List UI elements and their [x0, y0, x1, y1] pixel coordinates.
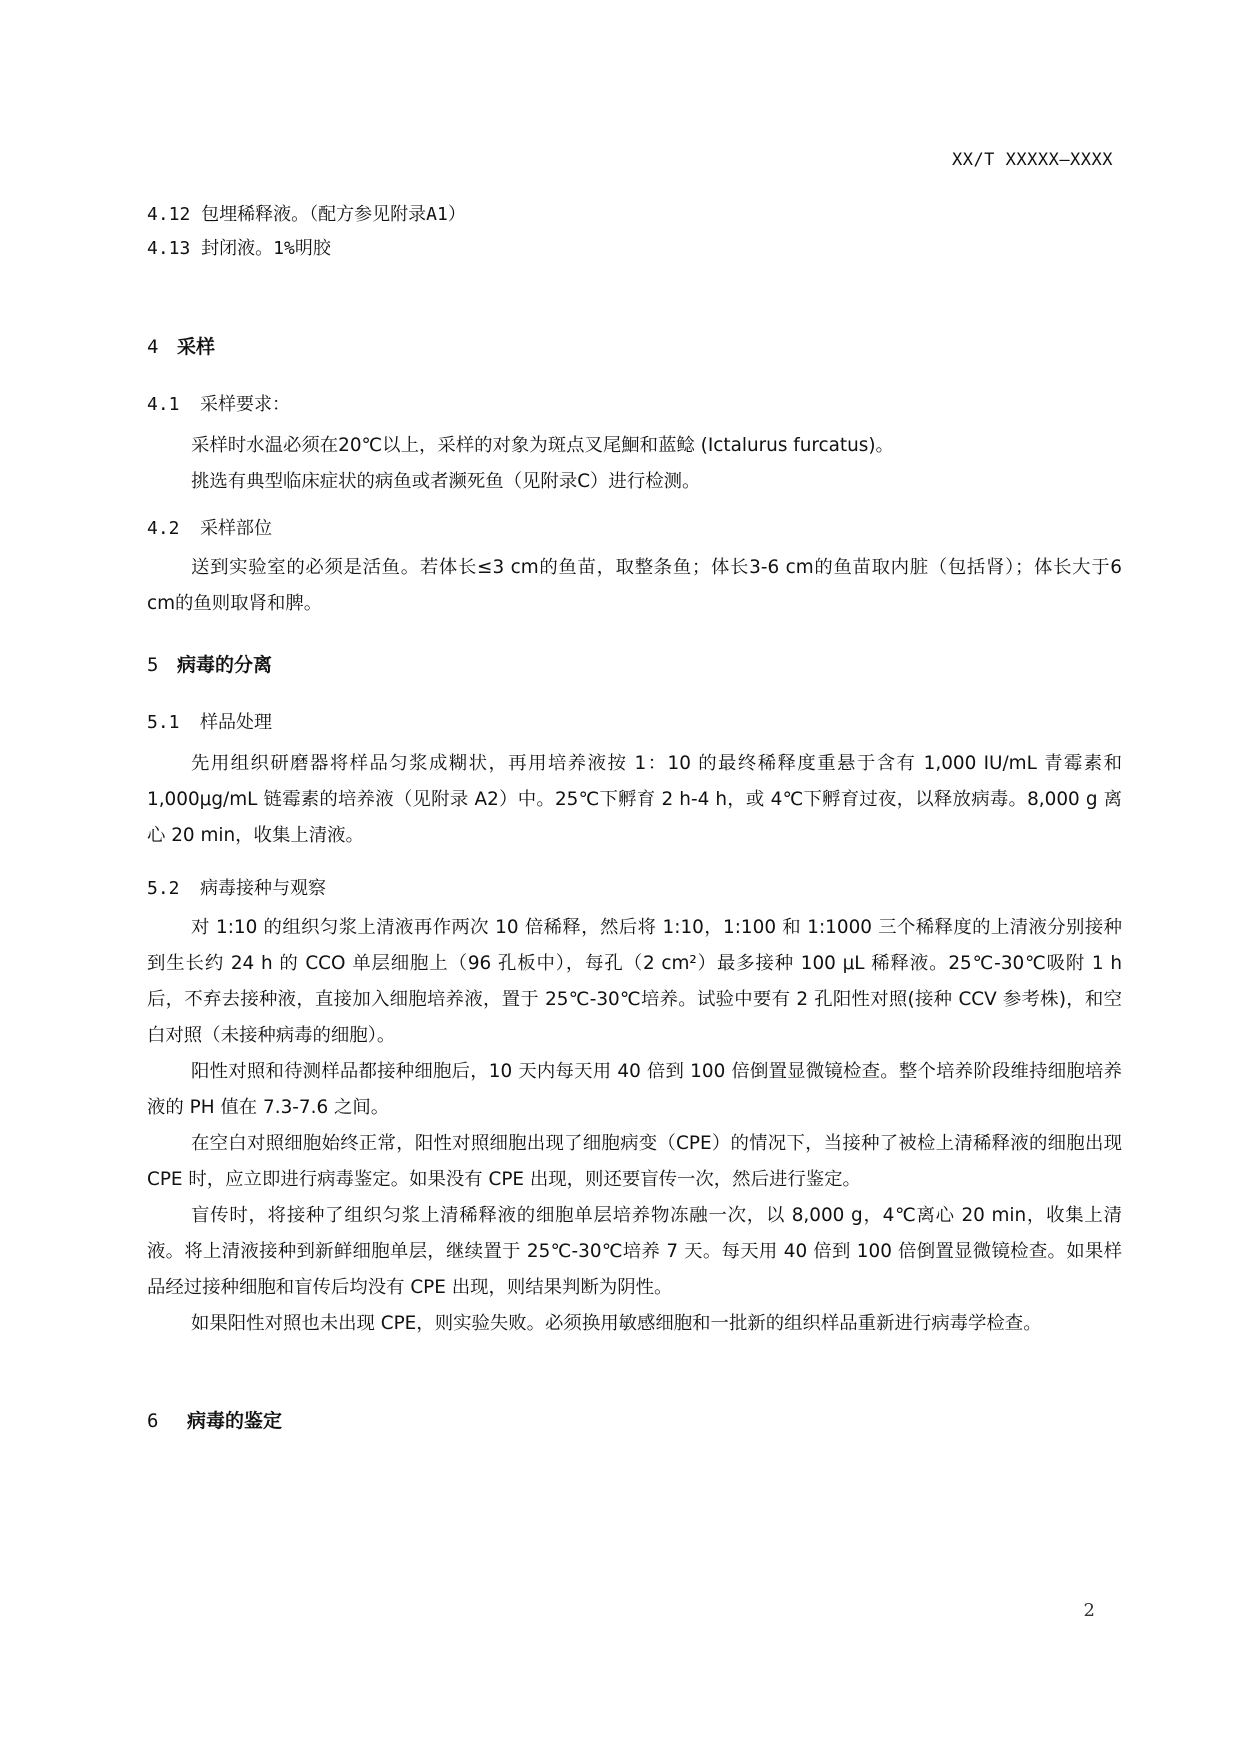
sampling-line-1: 采样时水温必须在20℃以上，采样的对象为斑点叉尾鮰和蓝鲶 (Ictalurus furcatus)。 — [191, 435, 894, 456]
section-6-title: 病毒的鉴定 — [187, 1410, 283, 1432]
section-5-heading — [147, 648, 1122, 682]
section-6-heading — [147, 1404, 1122, 1438]
subsection-5-2-title: 病毒接种与观察 — [200, 878, 326, 899]
item-4-13: 4.13 封闭液。1%明胶 — [147, 238, 331, 259]
sampling-site-paragraph: 送到实验室的必须是活鱼。若体长≤3 cm的鱼苗，取整条鱼；体长3-6 cm的鱼苗取内脏（包括肾）；体长大于6 cm的鱼则取肾和脾。 — [147, 557, 1122, 614]
subsection-4-1-heading — [147, 388, 1122, 422]
inoculation-paragraph-5: 如果阳性对照也未出现 CPE，则实验失败。必须换用敏感细胞和一批新的组织样品重新进行病毒学检查。 — [191, 1313, 1042, 1334]
sample-processing-paragraph: 先用组织研磨器将样品匀浆成糊状，再用培养液按 1：10 的最终稀释度重悬于含有 1,000 IU/mL 青霉素和 1,000μg/mL 链霉素的培养液（见附录 A2）中。25℃下孵育 2 h-4 h，或 4℃下孵育过夜，以释放病毒。8,000 g 离心 20 min，收集上清液。 — [147, 753, 1122, 846]
subsection-4-2-heading — [147, 512, 1122, 546]
section-4-heading — [147, 330, 1122, 364]
subsection-5-2-heading — [147, 872, 1122, 906]
section-5-number: 5 — [147, 654, 159, 676]
standard-code: XX/T XXXXX—XXXX — [951, 150, 1113, 170]
subsection-5-2-number: 5.2 — [147, 878, 180, 899]
inoculation-paragraph-3: 在空白对照细胞始终正常，阳性对照细胞出现了细胞病变（CPE）的情况下，当接种了被检上清稀释液的细胞出现 CPE 时，应立即进行病毒鉴定。如果没有 CPE 出现，则还要盲传一次，然后进行鉴定。 — [147, 1133, 1122, 1190]
subsection-5-1-heading — [147, 706, 1122, 740]
item-4-12: 4.12 包埋稀释液。（配方参见附录A1） — [147, 204, 466, 225]
sampling-line-2: 挑选有典型临床症状的病鱼或者濒死鱼（见附录C）进行检测。 — [191, 471, 701, 492]
section-5-title: 病毒的分离 — [177, 654, 273, 676]
subsection-5-1-number: 5.1 — [147, 712, 180, 733]
inoculation-paragraph-1: 对 1:10 的组织匀浆上清液再作两次 10 倍稀释，然后将 1:10，1:100 和 1:1000 三个稀释度的上清液分别接种到生长约 24 h 的 CCO 单层细胞上（96 孔板中），每孔（2 cm²）最多接种 100 μL 稀释液。25℃-30℃吸附 1 h 后，不弃去接种液，直接加入细胞培养液，置于 25℃-30℃培养。试验中要有 2 孔阳性对照(接种 CCV 参考株)，和空白对照（未接种病毒的细胞）。 — [147, 917, 1122, 1046]
inoculation-paragraph-4: 盲传时，将接种了组织匀浆上清稀释液的细胞单层培养物冻融一次，以 8,000 g，4℃离心 20 min，收集上清液。将上清液接种到新鲜细胞单层，继续置于 25℃-30℃培养 7 天。每天用 40 倍到 100 倍倒置显微镜检查。如果样品经过接种细胞和盲传后均没有 CPE 出现，则结果判断为阴性。 — [147, 1205, 1122, 1298]
section-4-title: 采样 — [177, 336, 216, 358]
subsection-4-2-number: 4.2 — [147, 518, 180, 539]
section-4-number: 4 — [147, 336, 159, 358]
inoculation-paragraph-2: 阳性对照和待测样品都接种细胞后，10 天内每天用 40 倍到 100 倍倒置显微镜检查。整个培养阶段维持细胞培养液的 PH 值在 7.3-7.6 之间。 — [147, 1061, 1122, 1118]
page-number: 2 — [1083, 1600, 1095, 1621]
subsection-4-1-title: 采样要求： — [200, 394, 290, 415]
section-6-number: 6 — [147, 1410, 159, 1432]
document-body — [147, 198, 1122, 1438]
subsection-5-1-title: 样品处理 — [200, 712, 272, 733]
subsection-4-1-number: 4.1 — [147, 394, 180, 415]
subsection-4-2-title: 采样部位 — [200, 518, 272, 539]
